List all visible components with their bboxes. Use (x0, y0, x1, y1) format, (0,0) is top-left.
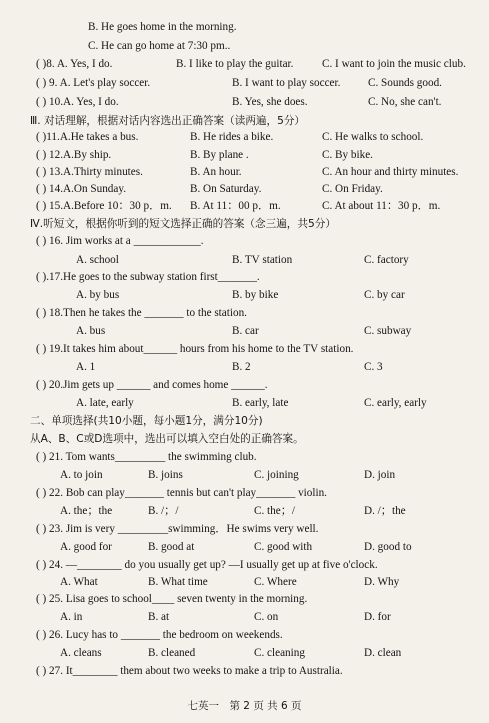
exam-line: C. An hour and thirty minutes. (322, 166, 459, 178)
exam-line: ( ) 10.A. Yes, I do. (36, 96, 119, 108)
exam-line: A. to join (60, 469, 103, 481)
section-heading: Ⅳ.听短文，根据你听到的短文选择正确的答案（念三遍，共5分） (30, 218, 336, 230)
section-heading: Ⅲ. 对话理解，根据对话内容选出正确答案（读两遍，5分） (30, 115, 306, 127)
section-heading: 二、单项选择(共10小题，每小题1分，满分10分) (30, 415, 263, 427)
exam-line: ( ) 19.It takes him about______ hours from his home to the TV station. (36, 343, 354, 355)
exam-line: B. I want to play soccer. (232, 77, 341, 89)
exam-line: C. good with (254, 541, 313, 553)
exam-line: C. On Friday. (322, 183, 383, 195)
exam-line: C. Where (254, 576, 297, 588)
exam-line: B. car (232, 325, 259, 337)
exam-line: D. Why (364, 576, 400, 588)
exam-line: B. 2 (232, 361, 251, 373)
exam-line: B. Yes, she does. (232, 96, 308, 108)
exam-line: ( ) 24. —________ do you usually get up? —I usually get up at five o'clock. (36, 559, 378, 571)
exam-line: C. I want to join the music club. (322, 58, 466, 70)
exam-line: C. joining (254, 469, 299, 481)
exam-line: ( ) 25. Lisa goes to school____ seven twenty in the morning. (36, 593, 308, 605)
exam-line: ( ) 20.Jim gets up ______ and comes home ______. (36, 379, 268, 391)
exam-line: B. joins (148, 469, 183, 481)
exam-line: B. He goes home in the morning. (88, 21, 237, 33)
exam-line: C. early, early (364, 397, 427, 409)
exam-line: ( ) 26. Lucy has to _______ the bedroom on weekends. (36, 629, 283, 641)
exam-line: A. What (60, 576, 98, 588)
exam-line: A. the；the (60, 505, 113, 517)
exam-line: ( )11.A.He takes a bus. (36, 131, 139, 143)
exam-line: ( ) 16. Jim works at a ____________. (36, 235, 204, 247)
exam-line: C. cleaning (254, 647, 305, 659)
exam-line: ( ).17.He goes to the subway station first_______. (36, 271, 260, 283)
exam-line: C. At about 11：30 p．m. (322, 200, 441, 212)
exam-line: B. On Saturday. (190, 183, 262, 195)
page-footer: 七英一 第 2 页 共 6 页 (187, 700, 302, 712)
exam-line: D. join (364, 469, 396, 481)
exam-line: C. By bike. (322, 149, 373, 161)
exam-line: ( ) 15.A.Before 10：30 p．m. (36, 200, 172, 212)
exam-line: D. /；the (364, 505, 406, 517)
exam-line: B. TV station (232, 254, 293, 266)
exam-line: C. on (254, 611, 279, 623)
exam-line: C. He walks to school. (322, 131, 424, 143)
exam-line: C. subway (364, 325, 412, 337)
exam-line: B. An hour. (190, 166, 242, 178)
exam-line: ( ) 23. Jim is very _________swimming．He swims very well. (36, 523, 319, 535)
exam-line: B. early, late (232, 397, 289, 409)
exam-line: ( ) 18.Then he takes the _______ to the station. (36, 307, 247, 319)
exam-line: B. At 11：00 p．m. (190, 200, 281, 212)
exam-line: A. by bus (76, 289, 120, 301)
exam-line: B. at (148, 611, 170, 623)
exam-line: D. good to (364, 541, 412, 553)
exam-line: ( ) 27. It________ them about two weeks to make a trip to Australia. (36, 665, 343, 677)
exam-line: C. the；/ (254, 505, 296, 517)
exam-line: B. By plane . (190, 149, 249, 161)
exam-line: A. cleans (60, 647, 102, 659)
exam-line: C. He can go home at 7:30 pm.. (88, 40, 231, 52)
section-heading: 从A、B、C或D选项中，选出可以填入空白处的正确答案。 (30, 433, 304, 445)
exam-line: ( ) 13.A.Thirty minutes. (36, 166, 143, 178)
exam-line: C. Sounds good. (368, 77, 442, 89)
exam-line: ( )8. A. Yes, I do. (36, 58, 113, 70)
exam-line: ( ) 21. Tom wants_________ the swimming club. (36, 451, 257, 463)
exam-line: B. I like to play the guitar. (176, 58, 294, 70)
exam-line: A. late, early (76, 397, 134, 409)
exam-line: D. clean (364, 647, 402, 659)
exam-line: B. He rides a bike. (190, 131, 274, 143)
exam-line: B. What time (148, 576, 208, 588)
exam-line: A. in (60, 611, 83, 623)
exam-line: C. 3 (364, 361, 383, 373)
exam-line: B. /；/ (148, 505, 179, 517)
exam-line: C. factory (364, 254, 409, 266)
exam-line: B. by bike (232, 289, 279, 301)
exam-line: A. good for (60, 541, 112, 553)
exam-line: A. 1 (76, 361, 96, 373)
exam-line: C. by car (364, 289, 405, 301)
exam-line: B. good at (148, 541, 195, 553)
exam-line: B. cleaned (148, 647, 196, 659)
exam-line: ( ) 22. Bob can play_______ tennis but can't play_______ violin. (36, 487, 327, 499)
exam-line: ( ) 12.A.By ship. (36, 149, 112, 161)
exam-line: C. No, she can't. (368, 96, 442, 108)
exam-line: A. school (76, 254, 119, 266)
exam-line: D. for (364, 611, 391, 623)
exam-line: A. bus (76, 325, 106, 337)
exam-line: ( ) 14.A.On Sunday. (36, 183, 127, 195)
exam-line: ( ) 9. A. Let's play soccer. (36, 77, 151, 89)
